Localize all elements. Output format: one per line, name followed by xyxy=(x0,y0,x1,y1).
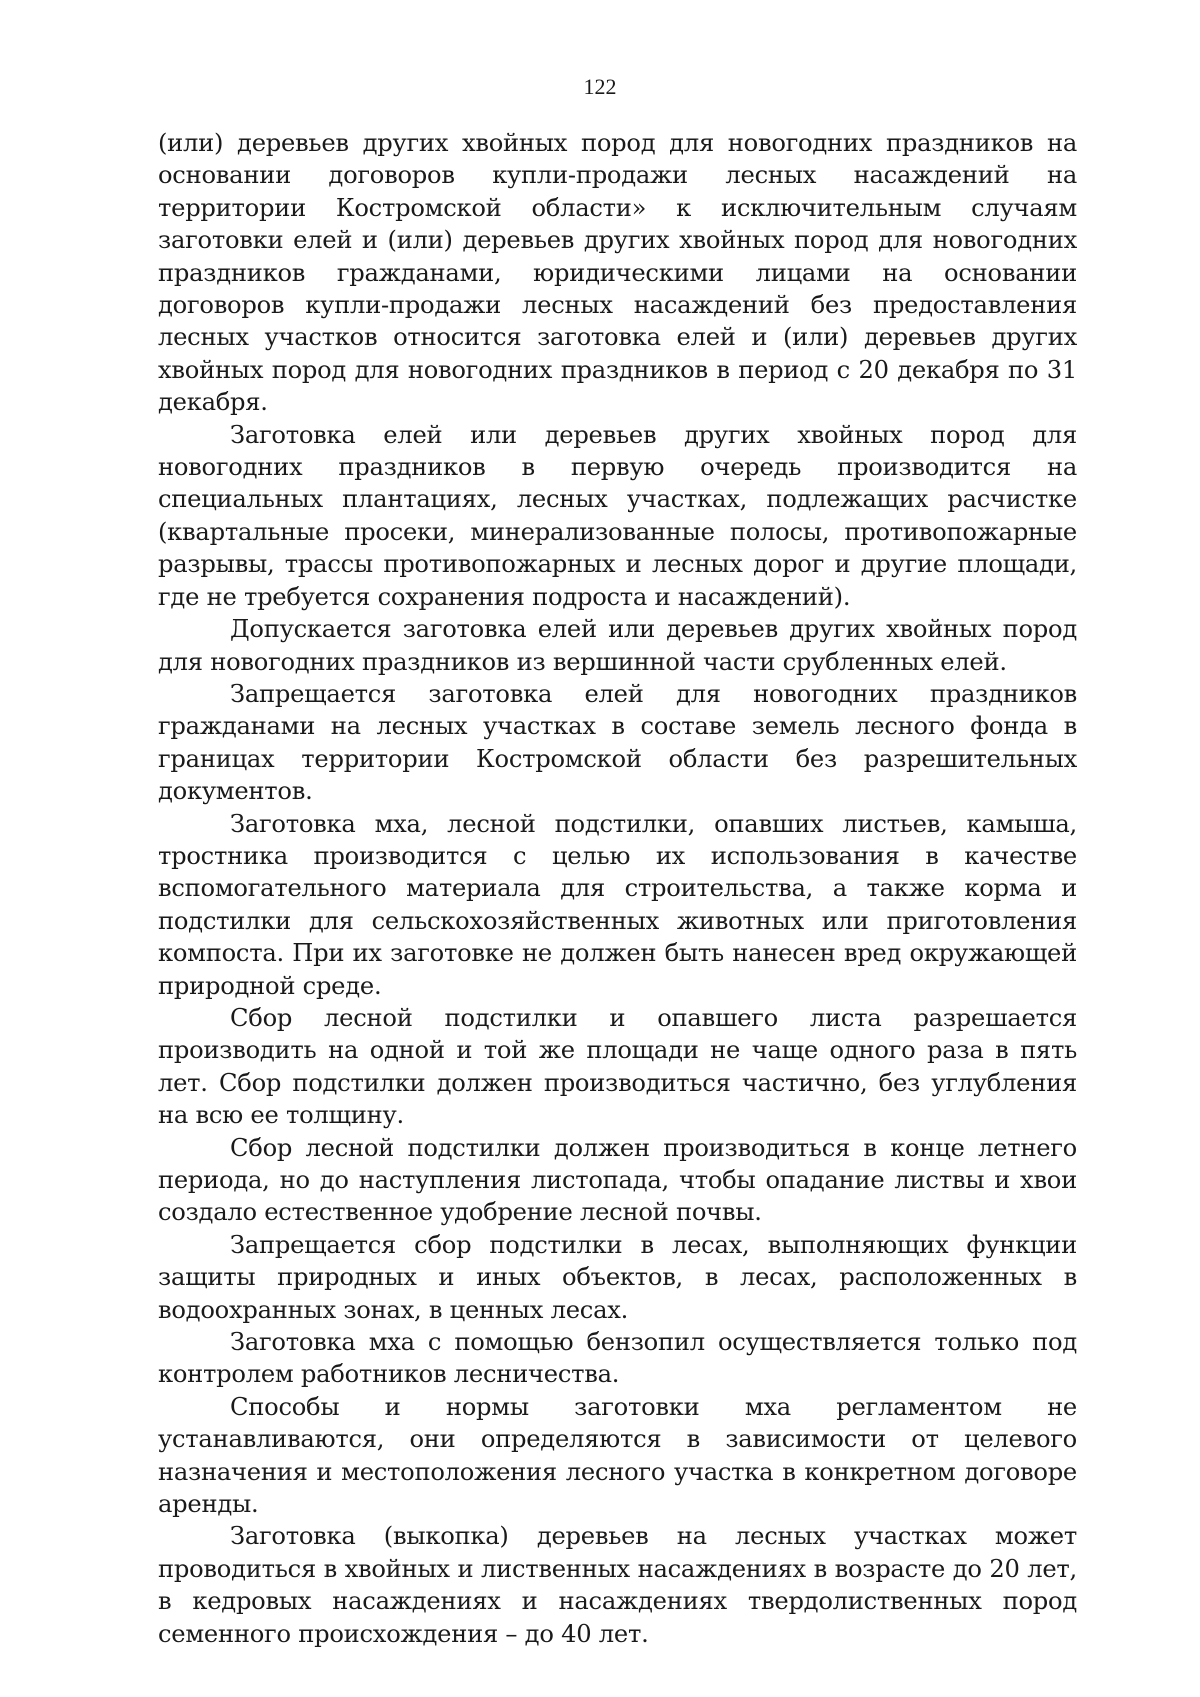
paragraph-continuation: (или) деревьев других хвойных пород для новогодних праздников на основании договоров купли-продажи лесных насаждений на территории Костромской области» к исключительным случаям заготовки елей и (или) деревьев других хвойных пород для новогодних праздников гражданами, юридическими лицами на основании договоров купли-продажи лесных насаждений без предоставления лесных участков относится заготовка елей и (или) деревьев других хвойных пород для новогодних праздников в период с 20 декабря по 31 декабря. xyxy=(158,129,1077,417)
document-body xyxy=(158,127,1077,1650)
paragraph: Заготовка (выкопка) деревьев на лесных участках может проводиться в хвойных и лиственных насаждениях в возрасте до 20 лет, в кедровых насаждениях и насаждениях твердолиственных пород семенного происхождения – до 40 лет. xyxy=(158,1522,1077,1648)
paragraph: Заготовка мха с помощью бензопил осуществляется только под контролем работников лесничества. xyxy=(158,1328,1077,1389)
paragraph: Сбор лесной подстилки и опавшего листа разрешается производить на одной и той же площади не чаще одного раза в пять лет. Сбор подстилки должен производиться частично, без углубления на всю ее толщину. xyxy=(158,1003,1077,1130)
paragraph: Заготовка елей или деревьев других хвойных пород для новогодних праздников в первую очередь производится на специальных плантациях, лесных участках, подлежащих расчистке (квартальные просеки, минерализованные полосы, противопожарные разрывы, трассы противопожарных и лесных дорог и другие площади, где не требуется сохранения подроста и насаждений). xyxy=(158,420,1077,611)
paragraph: Запрещается сбор подстилки в лесах, выполняющих функции защиты природных и иных объектов, в лесах, расположенных в водоохранных зонах, в ценных лесах. xyxy=(158,1230,1077,1324)
paragraph: Способы и нормы заготовки мха регламентом не устанавливаются, они определяются в зависимости от целевого назначения и местоположения лесного участка в конкретном договоре аренды. xyxy=(158,1392,1077,1519)
page-number: 122 xyxy=(583,74,617,99)
paragraph: Допускается заготовка елей или деревьев других хвойных пород для новогодних праздников из вершинной части срубленных елей. xyxy=(158,615,1077,676)
paragraph: Заготовка мха, лесной подстилки, опавших листьев, камыша, тростника производится с целью их использования в качестве вспомогательного материала для строительства, а также корма и подстилки для сельскохозяйственных животных или приготовления компоста. При их заготовке не должен быть нанесен вред окружающей природной среде. xyxy=(158,809,1077,1000)
paragraph: Запрещается заготовка елей для новогодних праздников гражданами на лесных участках в составе земель лесного фонда в границах территории Костромской области без разрешительных документов. xyxy=(158,679,1077,806)
paragraph: Сбор лесной подстилки должен производиться в конце летнего периода, но до наступления листопада, чтобы опадание листвы и хвои создало естественное удобрение лесной почвы. xyxy=(158,1133,1077,1227)
